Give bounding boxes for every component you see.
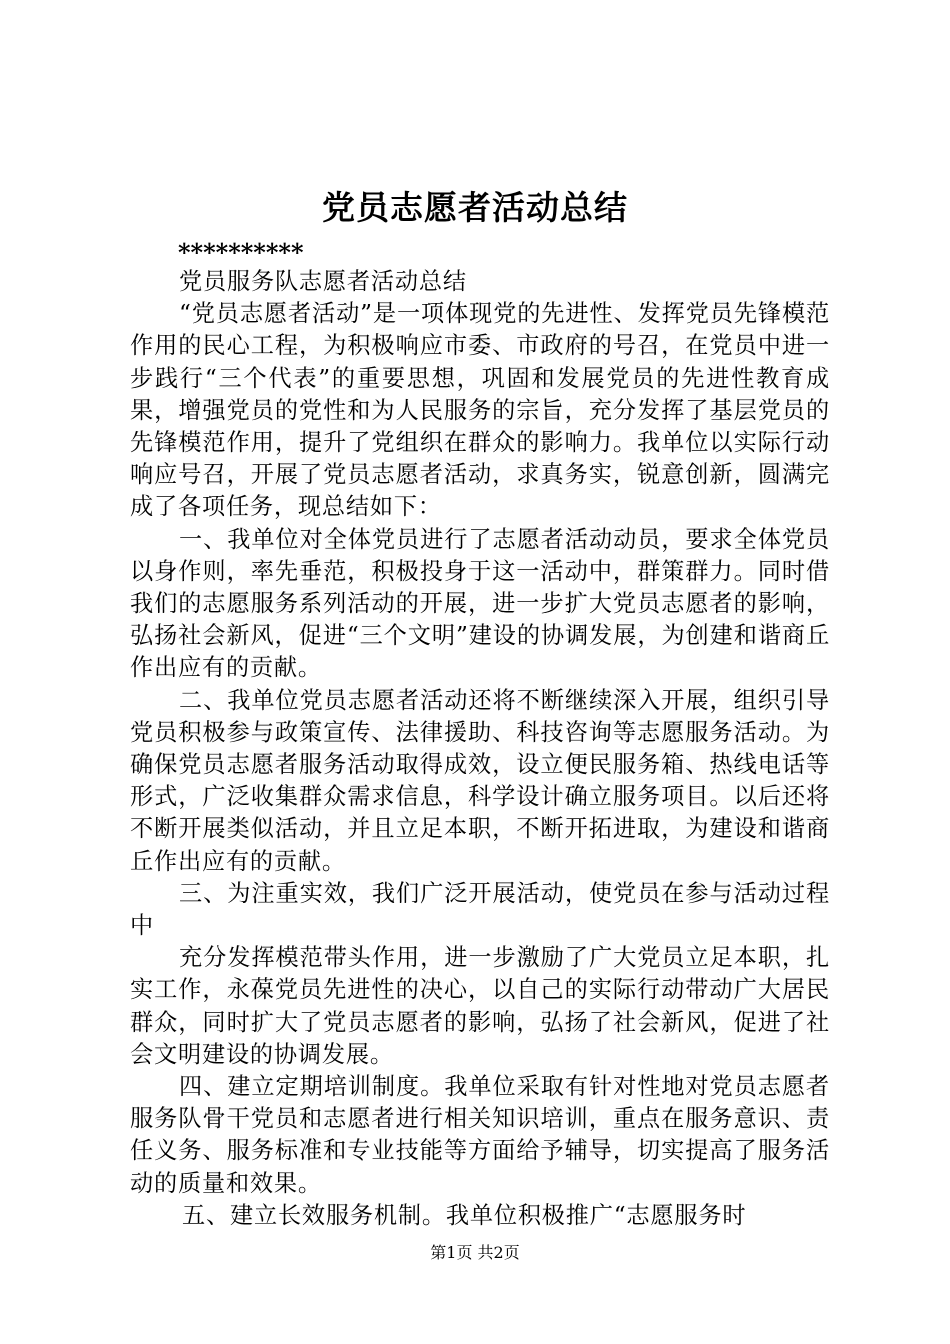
paragraph-3: 三、为注重实效，我们广泛开展活动，使党员在参与活动过程中 xyxy=(130,879,830,940)
paragraph-intro: “党员志愿者活动”是一项体现党的先进性、发挥党员先锋模范作用的民心工程，为积极响应市委、市政府的号召，在党员中进一步践行“三个代表”的重要思想，巩固和发展党员的先进性教育成果，增强党员的党性和为人民服务的宗旨，充分发挥了基层党员的先锋模范作用，提升了党组织在群众的影响力。我单位以实际行动响应号召，开展了党员志愿者活动，求真务实，锐意创新，圆满完成了各项任务，现总结如下： xyxy=(130,300,830,521)
paragraph-4: 四、建立定期培训制度。我单位采取有针对性地对党员志愿者服务队骨干党员和志愿者进行相关知识培训，重点在服务意识、责任义务、服务标准和专业技能等方面给予辅导，切实提高了服务活动的质量和效果。 xyxy=(130,1073,830,1197)
document-title: 党员志愿者活动总结 xyxy=(322,188,628,227)
subtitle: 党员服务队志愿者活动总结 xyxy=(179,268,467,295)
paragraph-3-continued: 充分发挥模范带头作用，进一步激励了广大党员立足本职，扎实工作，永葆党员先进性的决心，以自己的实际行动带动广大居民群众，同时扩大了党员志愿者的影响，弘扬了社会新风，促进了社会文明建设的协调发展。 xyxy=(130,944,830,1068)
paragraph-1: 一、我单位对全体党员进行了志愿者活动动员，要求全体党员以身作则，率先垂范，积极投身于这一活动中，群策群力。同时借我们的志愿服务系列活动的开展，进一步扩大党员志愿者的影响，弘扬社会新风，促进“三个文明”建设的协调发展，为创建和谐商丘作出应有的贡献。 xyxy=(130,525,830,682)
page-footer: 第1页 共2页 xyxy=(430,1243,520,1262)
paragraph-2: 二、我单位党员志愿者活动还将不断继续深入开展，组织引导党员积极参与政策宣传、法律援助、科技咨询等志愿服务活动。为确保党员志愿者服务活动取得成效，设立便民服务箱、热线电话等形式，广泛收集群众需求信息，科学设计确立服务项目。以后还将不断开展类似活动，并且立足本职，不断开拓进取，为建设和谐商丘作出应有的贡献。 xyxy=(130,686,830,875)
document-body xyxy=(130,266,830,1232)
paragraph-5: 五、建立长效服务机制。我单位积极推广“志愿服务时 xyxy=(182,1201,747,1229)
separator-stars: ********** xyxy=(178,238,304,267)
